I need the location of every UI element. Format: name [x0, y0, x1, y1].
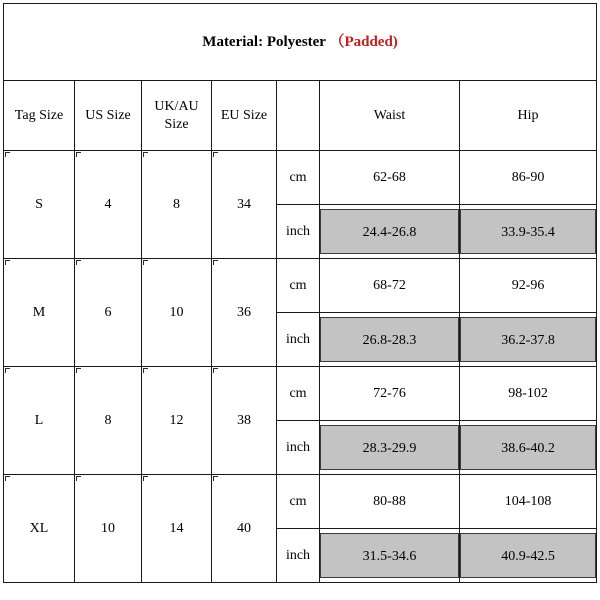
eu-size-cell: 40 — [212, 475, 277, 583]
waist-inch-value: 31.5-34.6 — [320, 533, 459, 578]
header-us-size: US Size — [75, 81, 142, 151]
unit-inch-cell: inch — [277, 313, 320, 367]
hip-inch-cell — [460, 205, 597, 259]
tag-size-cell: M — [4, 259, 75, 367]
tag-size-cell: XL — [4, 475, 75, 583]
hip-inch-cell — [460, 529, 597, 583]
waist-cm-cell: 72-76 — [320, 367, 460, 421]
waist-inch-cell — [320, 421, 460, 475]
header-row — [4, 81, 597, 151]
unit-inch-cell: inch — [277, 529, 320, 583]
waist-cm-cell: 62-68 — [320, 151, 460, 205]
material-label: Material: Polyester — [202, 34, 326, 50]
table-row — [4, 475, 597, 529]
waist-inch-cell — [320, 313, 460, 367]
unit-inch-cell: inch — [277, 421, 320, 475]
ukau-size-cell: 10 — [142, 259, 212, 367]
hip-inch-cell — [460, 313, 597, 367]
material-title — [4, 4, 597, 81]
waist-cm-cell: 68-72 — [320, 259, 460, 313]
unit-cm-cell: cm — [277, 367, 320, 421]
padded-note: （Padded) — [329, 34, 398, 50]
hip-inch-cell — [460, 421, 597, 475]
header-unit — [277, 81, 320, 151]
waist-inch-value: 28.3-29.9 — [320, 425, 459, 470]
ukau-size-cell: 12 — [142, 367, 212, 475]
waist-inch-value: 24.4-26.8 — [320, 209, 459, 254]
tag-size-cell: S — [4, 151, 75, 259]
unit-cm-cell: cm — [277, 151, 320, 205]
eu-size-cell: 34 — [212, 151, 277, 259]
header-tag-size: Tag Size — [4, 81, 75, 151]
waist-inch-cell — [320, 529, 460, 583]
tag-size-cell: L — [4, 367, 75, 475]
hip-cm-cell: 98-102 — [460, 367, 597, 421]
waist-cm-cell: 80-88 — [320, 475, 460, 529]
hip-cm-cell: 104-108 — [460, 475, 597, 529]
table-row — [4, 259, 597, 313]
size-chart — [3, 3, 596, 596]
title-row — [4, 4, 597, 81]
table-row — [4, 151, 597, 205]
header-ukau-line2: Size — [164, 116, 189, 132]
us-size-cell: 8 — [75, 367, 142, 475]
unit-cm-cell: cm — [277, 259, 320, 313]
waist-inch-value: 26.8-28.3 — [320, 317, 459, 362]
us-size-cell: 4 — [75, 151, 142, 259]
hip-inch-value: 33.9-35.4 — [460, 209, 596, 254]
waist-inch-cell — [320, 205, 460, 259]
eu-size-cell: 36 — [212, 259, 277, 367]
hip-inch-value: 38.6-40.2 — [460, 425, 596, 470]
header-ukau-size — [142, 81, 212, 151]
hip-inch-value: 40.9-42.5 — [460, 533, 596, 578]
table-row — [4, 367, 597, 421]
header-eu-size: EU Size — [212, 81, 277, 151]
header-ukau-line1: UK/AU — [154, 98, 199, 114]
ukau-size-cell: 14 — [142, 475, 212, 583]
hip-cm-cell: 86-90 — [460, 151, 597, 205]
hip-inch-value: 36.2-37.8 — [460, 317, 596, 362]
unit-cm-cell: cm — [277, 475, 320, 529]
unit-inch-cell: inch — [277, 205, 320, 259]
us-size-cell: 10 — [75, 475, 142, 583]
ukau-size-cell: 8 — [142, 151, 212, 259]
size-table — [3, 3, 597, 583]
hip-cm-cell: 92-96 — [460, 259, 597, 313]
eu-size-cell: 38 — [212, 367, 277, 475]
header-waist: Waist — [320, 81, 460, 151]
header-hip: Hip — [460, 81, 597, 151]
us-size-cell: 6 — [75, 259, 142, 367]
